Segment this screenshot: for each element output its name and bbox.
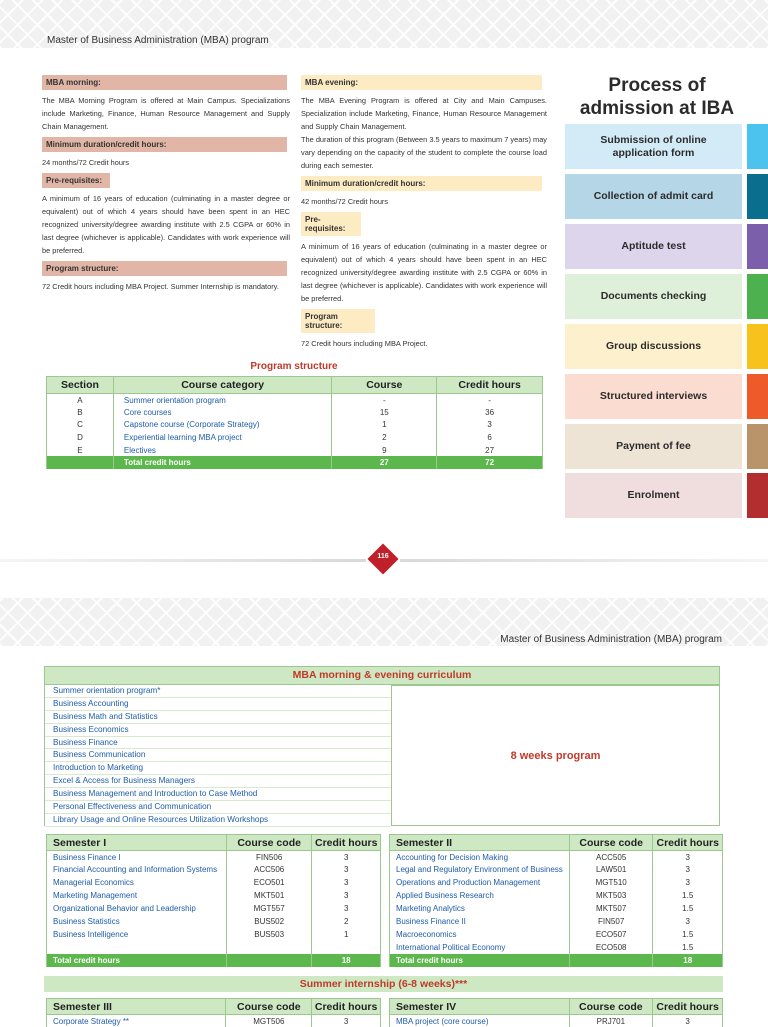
cell: B [47, 406, 114, 419]
table-row [47, 431, 543, 444]
credit-hours: 3 [312, 902, 381, 915]
table-row [390, 928, 723, 941]
page-number: 116 [372, 553, 394, 560]
total-label: Total credit hours [113, 456, 332, 469]
total-label: Total credit hours [47, 954, 227, 967]
morning-duration-text: 24 months/72 Credit hours [42, 156, 290, 169]
course-code: MKT503 [569, 889, 652, 902]
semester-2-table [389, 834, 723, 967]
col-header-semester: Semester IV [390, 999, 570, 1015]
morning-label: MBA morning: [42, 75, 287, 90]
process-step-2-tab [747, 174, 768, 219]
mba-evening-column [301, 75, 547, 354]
total-row [390, 954, 723, 967]
cell [226, 954, 311, 967]
evening-prereq-text: A minimum of 16 years of education (culminating in a master degree or equivalent) out of which 4 years should have been spent in an HEC recognized university/degree awarding institute with 2.5 CGPA or 60% in last degree (whichever is applicable). Candidates with work experience will be preferred. [301, 240, 547, 305]
course-code: BUS502 [226, 915, 311, 928]
morning-structure-label: Program structure: [42, 261, 287, 276]
empty-cell [226, 941, 311, 954]
credit-hours: 1.5 [653, 941, 723, 954]
table-row [47, 889, 381, 902]
cell: A [47, 394, 114, 407]
credit-hours: 2 [312, 915, 381, 928]
list-item: Business Communication [45, 749, 391, 762]
evening-duration-label: Minimum duration/credit hours: [301, 176, 542, 191]
list-item: Excel & Access for Business Managers [45, 775, 391, 788]
course-code: BUS503 [226, 928, 311, 941]
course-code: MGT510 [569, 876, 652, 889]
col-header-course-code: Course code [226, 835, 311, 851]
process-step-8-tab [747, 473, 768, 518]
table-row [390, 1015, 723, 1027]
course-name: Marketing Analytics [390, 902, 570, 915]
cell: E [47, 444, 114, 457]
evening-prereq-label: Pre-requisites: [301, 212, 361, 236]
course-code: ACC506 [226, 863, 311, 876]
morning-prereq-text: A minimum of 16 years of education (culminating in a master degree or equivalent) out of which 4 years should have been spent in an HEC recognized university/degree awarding institute with 2.5 CGPA or 60% in last degree (whichever is applicable). Candidates with work experience will be preferred. [42, 192, 290, 257]
credit-hours: 3 [312, 863, 381, 876]
course-name: MBA project (core course) [390, 1015, 570, 1027]
cell: 2 [332, 431, 437, 444]
curriculum-title: MBA morning & evening curriculum [44, 666, 720, 685]
empty-cell [312, 941, 381, 954]
col-header-credit-hours: Credit hours [653, 835, 723, 851]
table-row [47, 406, 543, 419]
summer-internship-banner: Summer internship (6-8 weeks)*** [44, 976, 723, 992]
table-row [47, 928, 381, 941]
total-credit-hours: 18 [312, 954, 381, 967]
table-row [47, 444, 543, 457]
cell: - [332, 394, 437, 407]
cell: - [437, 394, 543, 407]
semester-1-table [46, 834, 381, 967]
col-header-semester: Semester III [47, 999, 226, 1015]
list-item: Business Accounting [45, 698, 391, 711]
course-code: PRJ701 [569, 1015, 653, 1027]
cell: 15 [332, 406, 437, 419]
col-header-course-code: Course code [569, 835, 652, 851]
mba-morning-column [42, 75, 290, 297]
table-row [47, 902, 381, 915]
total-row [47, 456, 543, 469]
course-name: Business Intelligence [47, 928, 227, 941]
process-step-8: Enrolment [565, 473, 742, 518]
course-name: Business Finance II [390, 915, 570, 928]
process-step-5-tab [747, 324, 768, 369]
process-step-2: Collection of admit card [565, 174, 742, 219]
table-row [390, 915, 723, 928]
process-title [566, 74, 748, 120]
page-header: Master of Business Administration (MBA) program [500, 634, 722, 645]
process-title-line2: admission at IBA [580, 98, 734, 119]
evening-structure-label: Program structure: [301, 309, 375, 333]
process-step-7: Payment of fee [565, 424, 742, 469]
table-row [47, 1015, 381, 1027]
col-header-semester: Semester I [47, 835, 227, 851]
orientation-list [44, 685, 391, 826]
col-header-course-category: Course category [113, 377, 332, 394]
morning-text: The MBA Morning Program is offered at Main Campus. Specializations include Marketing, Finance, Human Resource Management and Supply Chain Management. [42, 94, 290, 133]
cell: 9 [332, 444, 437, 457]
table-row [390, 902, 723, 915]
page-header: Master of Business Administration (MBA) program [47, 35, 269, 46]
col-header-section: Section [47, 377, 114, 394]
cell: 1 [332, 419, 437, 432]
course-code: MKT507 [569, 902, 652, 915]
course-name: Corporate Strategy ** [47, 1015, 226, 1027]
list-item: Business Economics [45, 724, 391, 737]
course-name: Applied Business Research [390, 889, 570, 902]
morning-prereq-label: Pre-requisites: [42, 173, 110, 188]
total-credit-hours: 72 [437, 456, 543, 469]
credit-hours: 3 [312, 851, 381, 864]
morning-duration-label: Minimum duration/credit hours: [42, 137, 287, 152]
morning-structure-text: 72 Credit hours including MBA Project. Summer Internship is mandatory. [42, 280, 290, 293]
col-header-course: Course [332, 377, 437, 394]
course-name: Business Finance I [47, 851, 227, 864]
course-code: ECO507 [569, 928, 652, 941]
empty-cell [47, 941, 227, 954]
course-code: MKT501 [226, 889, 311, 902]
col-header-credit-hours: Credit hours [437, 377, 543, 394]
process-step-4: Documents checking [565, 274, 742, 319]
process-step-4-tab [747, 274, 768, 319]
col-header-credit-hours: Credit hours [312, 999, 381, 1015]
total-label: Total credit hours [390, 954, 570, 967]
credit-hours: 3 [312, 876, 381, 889]
cell: 27 [437, 444, 543, 457]
course-code: MGT506 [226, 1015, 312, 1027]
cell: Experiential learning MBA project [113, 431, 332, 444]
credit-hours: 3 [653, 863, 723, 876]
credit-hours: 1.5 [653, 928, 723, 941]
cell: D [47, 431, 114, 444]
course-code: MGT557 [226, 902, 311, 915]
course-code: LAW501 [569, 863, 652, 876]
list-item: Summer orientation program* [45, 685, 391, 698]
credit-hours: 3 [312, 889, 381, 902]
evening-label: MBA evening: [301, 75, 542, 90]
evening-text: The MBA Evening Program is offered at City and Main Campuses. Specialization include Marketing, Finance, Human Resource Management and Supply Chain Management. [301, 94, 547, 133]
credit-hours: 3 [653, 876, 723, 889]
course-code: ACC505 [569, 851, 652, 864]
cell: C [47, 419, 114, 432]
course-code: FIN506 [226, 851, 311, 864]
col-header-credit-hours: Credit hours [312, 835, 381, 851]
cell: Core courses [113, 406, 332, 419]
course-name: Marketing Management [47, 889, 227, 902]
total-course: 27 [332, 456, 437, 469]
process-step-3: Aptitude test [565, 224, 742, 269]
process-step-1-tab [747, 124, 768, 169]
course-code: ECO508 [569, 941, 652, 954]
list-item: Introduction to Marketing [45, 762, 391, 775]
table-row [390, 941, 723, 954]
cell: 36 [437, 406, 543, 419]
col-header-course-code: Course code [226, 999, 312, 1015]
table-row [47, 876, 381, 889]
table-row [47, 915, 381, 928]
course-name: Financial Accounting and Information Systems [47, 863, 227, 876]
course-name: International Political Economy [390, 941, 570, 954]
cell [47, 456, 114, 469]
col-header-credit-hours: Credit hours [653, 999, 723, 1015]
program-structure-table [46, 376, 543, 469]
process-step-1: Submission of online application form [565, 124, 742, 169]
table-row [47, 863, 381, 876]
course-name: Organizational Behavior and Leadership [47, 902, 227, 915]
list-item: Business Finance [45, 737, 391, 750]
col-header-course-code: Course code [569, 999, 653, 1015]
table-row [390, 876, 723, 889]
cell: Capstone course (Corporate Strategy) [113, 419, 332, 432]
credit-hours: 1 [312, 928, 381, 941]
table-row [390, 889, 723, 902]
total-credit-hours: 18 [653, 954, 723, 967]
list-item: Personal Effectiveness and Communication [45, 801, 391, 814]
process-step-5: Group discussions [565, 324, 742, 369]
course-name: Accounting for Decision Making [390, 851, 570, 864]
empty-row [47, 941, 381, 954]
evening-text-2: The duration of this program (Between 3.5 years to maximum 7 years) may vary depending on the capacity of the student to complete the course load during each semester. [301, 133, 547, 172]
credit-hours: 1.5 [653, 889, 723, 902]
credit-hours: 3 [653, 851, 723, 864]
credit-hours: 1.5 [653, 902, 723, 915]
credit-hours: 3 [653, 915, 723, 928]
course-name: Legal and Regulatory Environment of Business [390, 863, 570, 876]
list-item: Business Math and Statistics [45, 711, 391, 724]
table-row [47, 419, 543, 432]
table-row [390, 851, 723, 864]
table-row [47, 394, 543, 407]
course-name: Operations and Production Management [390, 876, 570, 889]
col-header-semester: Semester II [390, 835, 570, 851]
cell: 3 [437, 419, 543, 432]
table-row [47, 851, 381, 864]
credit-hours: 3 [312, 1015, 381, 1027]
cell: Summer orientation program [113, 394, 332, 407]
process-step-6-tab [747, 374, 768, 419]
course-code: ECO501 [226, 876, 311, 889]
cell [569, 954, 652, 967]
table-row [390, 863, 723, 876]
total-row [47, 954, 381, 967]
cell: 6 [437, 431, 543, 444]
orientation-duration: 8 weeks program [391, 685, 720, 826]
process-step-3-tab [747, 224, 768, 269]
cell: Electives [113, 444, 332, 457]
page-divider-right [400, 559, 768, 562]
page-divider-left [0, 559, 366, 562]
program-structure-title: Program structure [46, 361, 542, 372]
list-item: Business Management and Introduction to Case Method [45, 788, 391, 801]
list-item: Library Usage and Online Resources Utilization Workshops [45, 814, 391, 827]
process-title-line1: Process of [608, 75, 705, 96]
course-code: FIN507 [569, 915, 652, 928]
credit-hours: 3 [653, 1015, 723, 1027]
semester-3-table [46, 998, 381, 1027]
course-name: Macroeconomics [390, 928, 570, 941]
evening-duration-text: 42 months/72 Credit hours [301, 195, 547, 208]
process-step-7-tab [747, 424, 768, 469]
semester-4-table [389, 998, 723, 1027]
course-name: Managerial Economics [47, 876, 227, 889]
evening-structure-text: 72 Credit hours including MBA Project. [301, 337, 547, 350]
process-step-6: Structured interviews [565, 374, 742, 419]
course-name: Business Statistics [47, 915, 227, 928]
